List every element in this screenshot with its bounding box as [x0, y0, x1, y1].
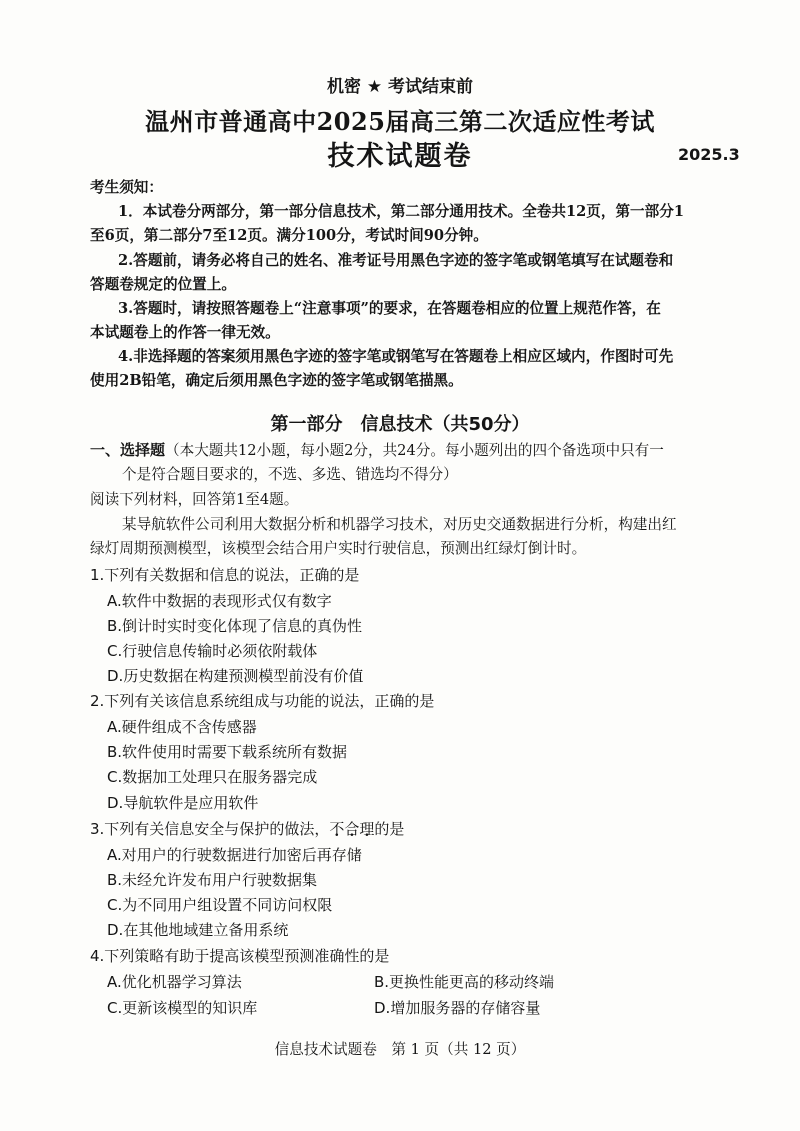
question-3-option-d: D.在其他地域建立备用系统 — [107, 921, 289, 939]
notice-line: 使用2B铅笔，确定后须用黑色字迹的签字笔或钢笔描黑。 — [90, 372, 463, 389]
question-3-option-b: B.未经允许发布用户行驶数据集 — [107, 871, 318, 889]
question-3-stem-text: 3.下列有关信息安全与保护的做法， — [90, 820, 330, 838]
reading-intro: 阅读下列材料，回答第1至4题。 — [90, 491, 299, 508]
question-4-option-d: D.增加服务器的存储容量 — [374, 999, 541, 1017]
notice-line: 本试题卷上的作答一律无效。 — [90, 324, 280, 341]
material-text: 绿灯周期预测模型，该模型会结合用户实时行驶信息，预测出红绿灯倒计时。 — [90, 540, 587, 557]
exam-date: 2025.3 — [678, 145, 740, 164]
section-label: 一、选择题 — [90, 441, 166, 459]
question-2-option-c: C.数据加工处理只在服务器完成 — [107, 768, 318, 786]
section-description: （本大题共12小题，每小题2分，共24分。每小题列出的四个备选项中只有一 — [165, 442, 664, 459]
section-intro — [90, 439, 664, 460]
question-1-option-c: C.行驶信息传输时必须依附载体 — [107, 642, 318, 660]
material-text: 某导航软件公司利用大数据分析和机器学习技术，对历史交通数据进行分析，构建出红 — [122, 516, 677, 533]
notice-line: 3.答题时，请按照答题卷上“注意事项”的要求，在答题卷相应的位置上规范作答，在 — [118, 300, 661, 317]
question-1-option-d: D.历史数据在构建预测模型前没有价值 — [107, 667, 364, 685]
notice-line: 答题卷规定的位置上。 — [90, 276, 236, 293]
question-3-stem-text: 的是 — [374, 820, 405, 838]
question-1-option-b: B.倒计时实时变化体现了信息的真伪性 — [107, 617, 363, 635]
notice-heading: 考生须知： — [90, 179, 163, 196]
question-4-option-c: C.更新该模型的知识库 — [107, 999, 258, 1017]
notice-line: 1．本试卷分两部分，第一部分信息技术，第二部分通用技术。全卷共12页，第一部分1 — [118, 203, 684, 220]
question-2-option-a: A.硬件组成不含传感器 — [107, 718, 257, 736]
question-2-option-d: D.导航软件是应用软件 — [107, 794, 259, 812]
question-3-option-a: A.对用户的行驶数据进行加密后再存储 — [107, 846, 362, 864]
emphasis-char: 合 — [344, 820, 360, 838]
question-4-stem: 4.下列策略有助于提高该模型预测准确性的是 — [90, 947, 390, 965]
question-1-stem: 1.下列有关数据和信息的说法，正确的是 — [90, 566, 360, 584]
question-4-option-a: A.优化机器学习算法 — [107, 973, 242, 991]
question-1-option-a: A.软件中数据的表现形式仅有数字 — [107, 592, 332, 610]
question-2-stem: 2.下列有关该信息系统组成与功能的说法，正确的是 — [90, 692, 435, 710]
emphasis-char: 不 — [329, 820, 345, 838]
notice-line: 4.非选择题的答案须用黑色字迹的签字笔或钢笔写在答题卷上相应区域内，作图时可先 — [118, 348, 674, 365]
question-3-option-c: C.为不同用户组设置不同访问权限 — [107, 896, 333, 914]
emphasis-char: 理 — [359, 820, 375, 838]
section-description-cont: 个是符合题目要求的，不选、多选、错选均不得分） — [122, 466, 458, 483]
notice-line: 至6页，第二部分7至12页。满分100分，考试时间90分钟。 — [90, 227, 488, 244]
question-2-option-b: B.软件使用时需要下载系统所有数据 — [107, 743, 348, 761]
part-heading: 第一部分 信息技术（共50分） — [270, 414, 530, 435]
confidential-label: 机密 ★ 考试结束前 — [326, 77, 474, 97]
question-3-stem — [90, 818, 404, 839]
paper-title: 技术试题卷 — [327, 141, 473, 172]
page-footer: 信息技术试题卷 第 1 页（共 12 页） — [274, 1041, 526, 1058]
notice-line: 2.答题前，请务必将自己的姓名、准考证号用黑色字迹的签字笔或钢笔填写在试题卷和 — [118, 252, 674, 269]
question-4-option-b: B.更换性能更高的移动终端 — [374, 973, 555, 991]
exam-title: 温州市普通高中2025届高三第二次适应性考试 — [145, 107, 655, 136]
